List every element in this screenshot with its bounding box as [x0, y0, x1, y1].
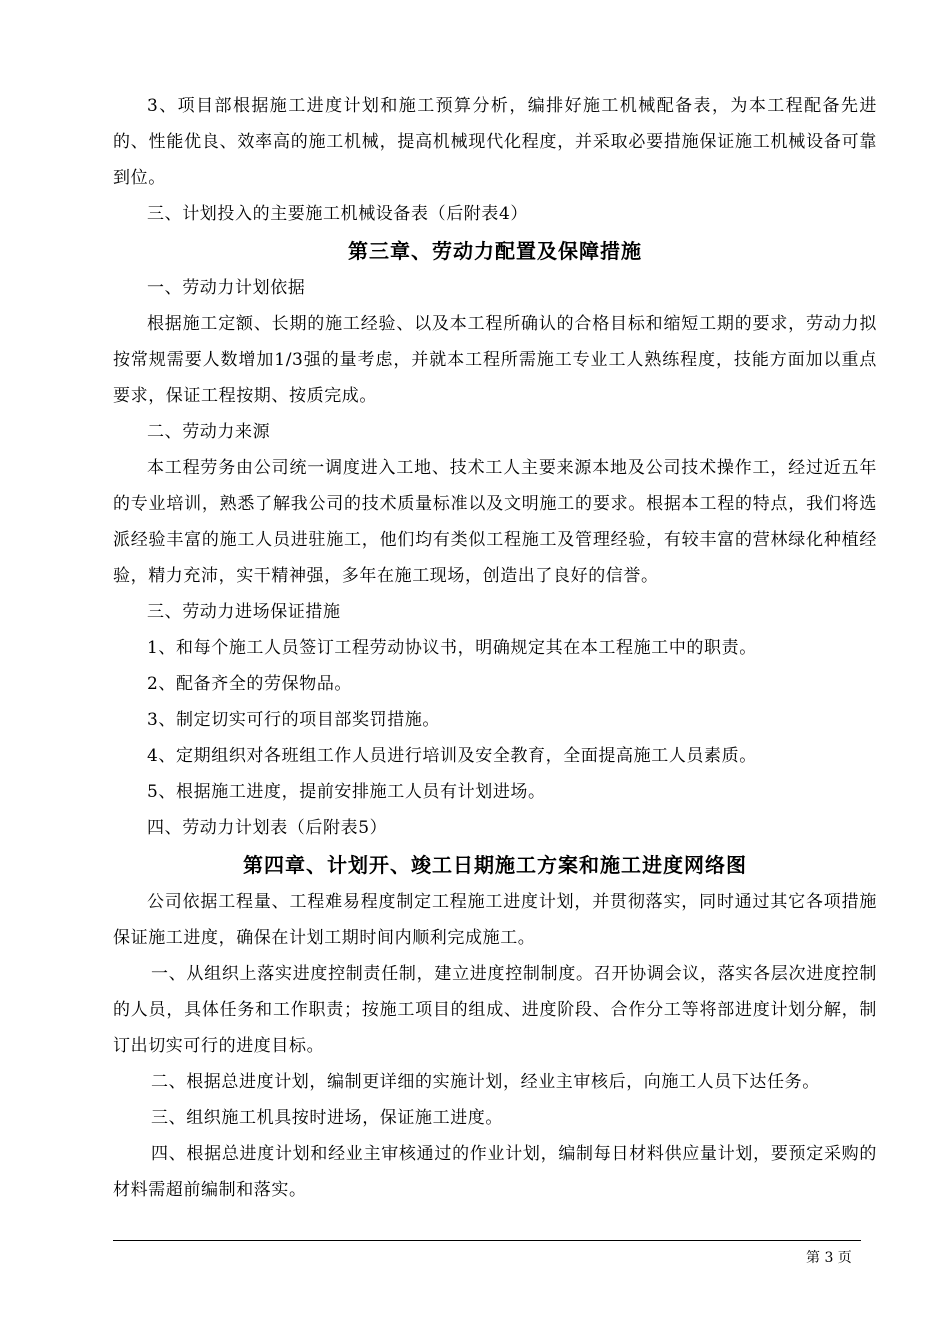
paragraph-schedule-1: 一、从组织上落实进度控制责任制，建立进度控制制度。召开协调会议，落实各层次进度控制的人员，具体任务和工作职责；按施工项目的组成、进度阶段、合作分工等将部进度计划分解，制订出切实可行的进度目标。: [113, 964, 877, 1056]
list-item-labor-2: 2、配备齐全的劳保物品。: [147, 674, 353, 694]
paragraph-labor-source: 本工程劳务由公司统一调度进入工地、技术工人主要来源本地及公司技术操作工，经过近五年的专业培训，熟悉了解我公司的技术质量标准以及文明施工的要求。根据本工程的特点，我们将选派经验丰富的施工人员进驻施工，他们均有类似工程施工及管理经验，有较丰富的营林绿化种植经验，精力充沛，实干精神强，多年在施工现场，创造出了良好的信誉。: [113, 458, 877, 586]
paragraph-machinery-allocation: 3、项目部根据施工进度计划和施工预算分析，编排好施工机械配备表，为本工程配备先进的、性能优良、效率高的施工机械，提高机械现代化程度，并采取必要措施保证施工机械设备可靠到位。: [113, 96, 877, 188]
heading-machinery-table: 三、计划投入的主要施工机械设备表（后附表4）: [147, 204, 529, 224]
footer-divider: [113, 1240, 861, 1241]
paragraph-schedule-2: 二、根据总进度计划，编制更详细的实施计划，经业主审核后，向施工人员下达任务。: [151, 1072, 820, 1092]
list-item-labor-5: 5、根据施工进度，提前安排施工人员有计划进场。: [147, 782, 546, 802]
list-item-labor-1: 1、和每个施工人员签订工程劳动协议书，明确规定其在本工程施工中的职责。: [147, 638, 757, 658]
heading-labor-guarantee: 三、劳动力进场保证措施: [147, 602, 341, 622]
page-number: 第 3 页: [806, 1250, 852, 1266]
heading-labor-table: 四、劳动力计划表（后附表5）: [147, 818, 388, 838]
paragraph-labor-plan-basis: 根据施工定额、长期的施工经验、以及本工程所确认的合格目标和缩短工期的要求，劳动力拟按常规需要人数增加1/3强的量考虑，并就本工程所需施工专业工人熟练程度，技能方面加以重点要求，保证工程按期、按质完成。: [113, 314, 877, 406]
chapter-title-3: 第三章、劳动力配置及保障措施: [348, 239, 642, 263]
heading-labor-source: 二、劳动力来源: [147, 422, 271, 442]
page-body: [113, 88, 877, 1208]
chapter-title-4: 第四章、计划开、竣工日期施工方案和施工进度网络图: [243, 853, 747, 877]
paragraph-schedule-intro: 公司依据工程量、工程难易程度制定工程施工进度计划，并贯彻落实，同时通过其它各项措施保证施工进度，确保在计划工期时间内顺利完成施工。: [113, 892, 877, 948]
list-item-labor-3: 3、制定切实可行的项目部奖罚措施。: [147, 710, 441, 730]
heading-labor-plan-basis: 一、劳动力计划依据: [147, 278, 306, 298]
paragraph-schedule-4: 四、根据总进度计划和经业主审核通过的作业计划，编制每日材料供应量计划，要预定采购的材料需超前编制和落实。: [113, 1144, 877, 1200]
list-item-labor-4: 4、定期组织对各班组工作人员进行培训及安全教育，全面提高施工人员素质。: [147, 746, 757, 766]
paragraph-schedule-3: 三、组织施工机具按时进场，保证施工进度。: [151, 1108, 503, 1128]
